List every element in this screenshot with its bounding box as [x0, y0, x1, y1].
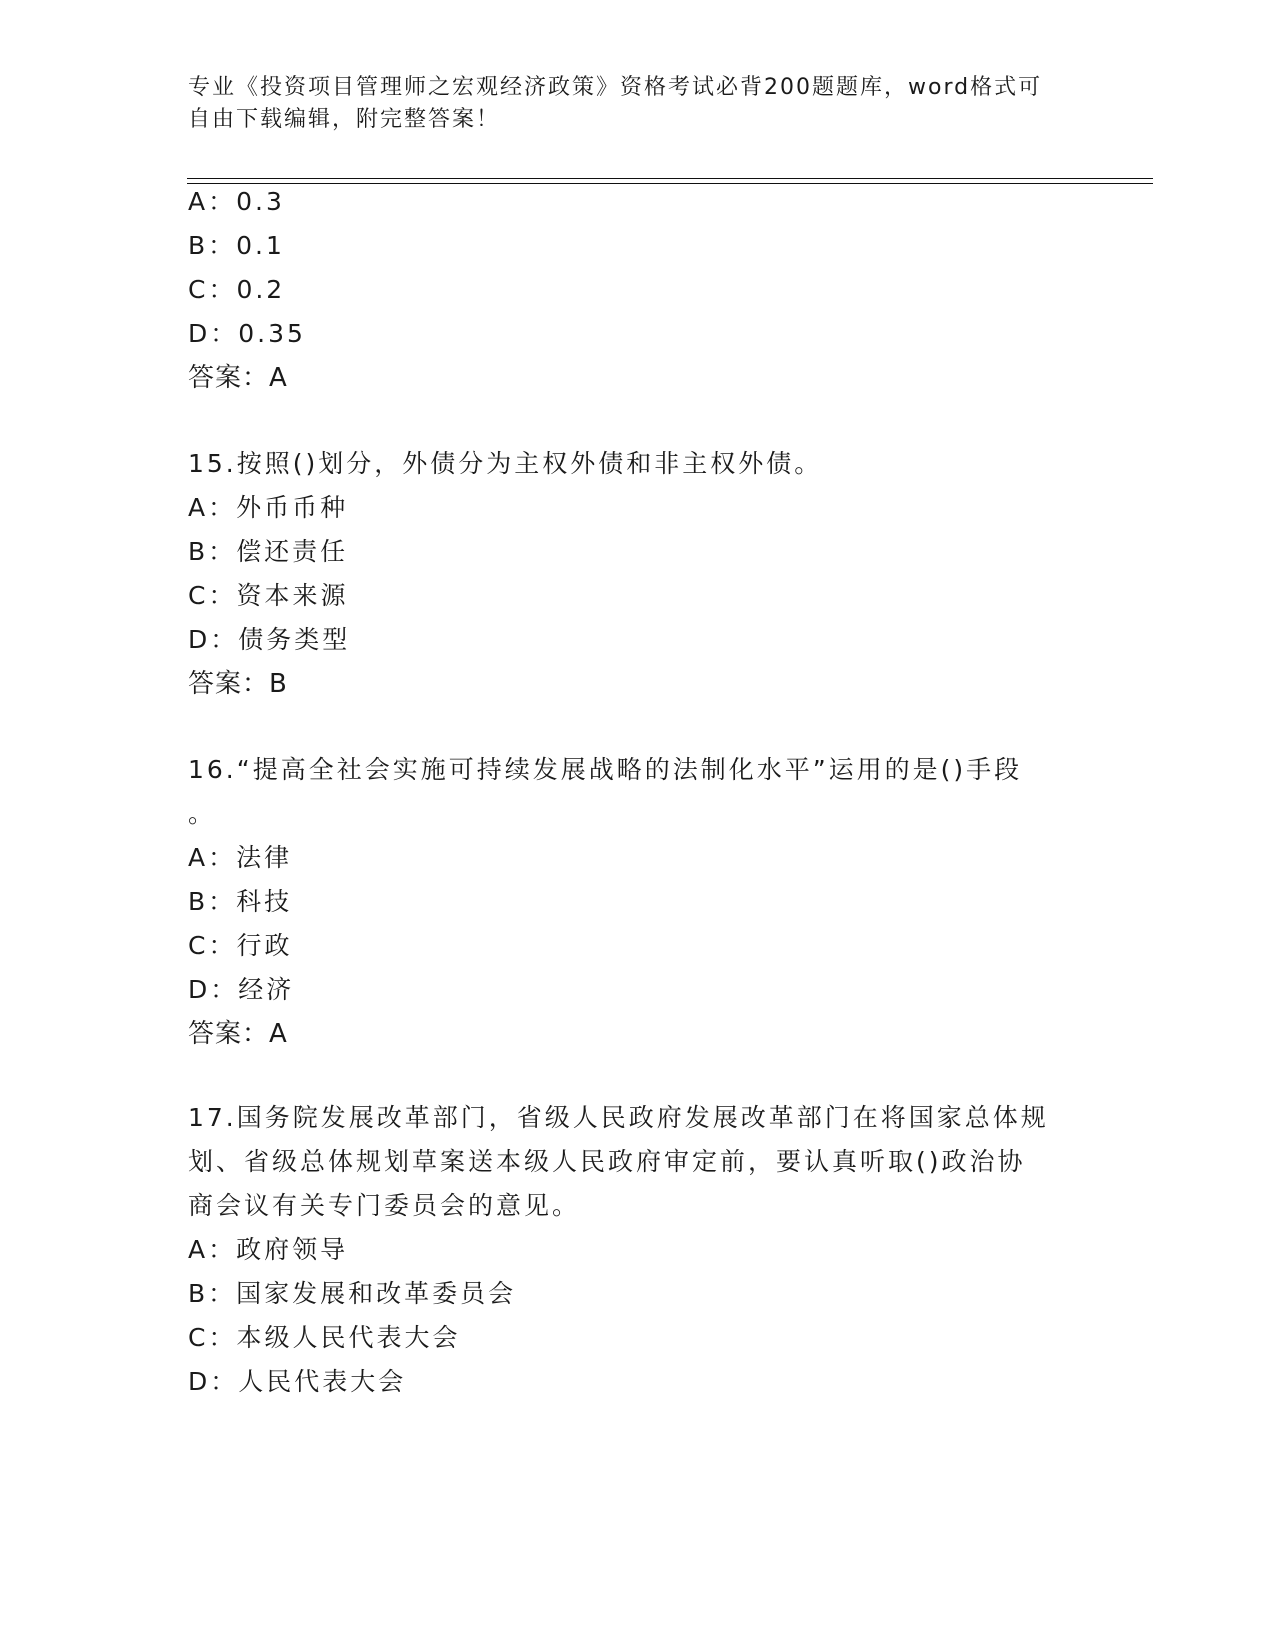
q17-option-c: C：本级人民代表大会 — [188, 1323, 461, 1352]
q17-title-line-3: 商会议有关专门委员会的意见。 — [188, 1191, 581, 1220]
header-line-2: 自由下载编辑，附完整答案！ — [188, 107, 501, 132]
q16-option-d: D：经济 — [188, 975, 295, 1004]
q14-option-a: A：0.3 — [188, 187, 285, 216]
q16-option-b: B：科技 — [188, 887, 293, 916]
q15-option-d: D：债务类型 — [188, 625, 351, 654]
header-divider-bottom — [187, 183, 1153, 184]
q14-option-b: B：0.1 — [188, 231, 285, 260]
q16-option-a: A：法律 — [188, 843, 293, 872]
q15-option-c: C：资本来源 — [188, 581, 349, 610]
q16-option-c: C：行政 — [188, 931, 293, 960]
q15-title: 15.按照()划分，外债分为主权外债和非主权外债。 — [188, 449, 823, 478]
q14-option-c: C：0.2 — [188, 275, 286, 304]
q17-option-b: B：国家发展和改革委员会 — [188, 1279, 517, 1308]
q17-option-a: A：政府领导 — [188, 1235, 349, 1264]
header-line-1: 专业《投资项目管理师之宏观经济政策》资格考试必背200题题库，word格式可 — [188, 75, 1043, 100]
q15-option-a: A：外币币种 — [188, 493, 349, 522]
q17-title-line-1: 17.国务院发展改革部门，省级人民政府发展改革部门在将国家总体规 — [188, 1103, 1049, 1132]
q15-answer: 答案：B — [188, 669, 288, 699]
q16-answer: 答案：A — [188, 1019, 288, 1049]
header-divider-top — [187, 178, 1153, 179]
q17-title-line-2: 划、省级总体规划草案送本级人民政府审定前，要认真听取()政治协 — [188, 1147, 1026, 1176]
q14-answer: 答案：A — [188, 363, 288, 393]
q15-option-b: B：偿还责任 — [188, 537, 349, 566]
q17-option-d: D：人民代表大会 — [188, 1367, 407, 1396]
q16-title-line-1: 16.“提高全社会实施可持续发展战略的法制化水平”运用的是()手段 — [188, 755, 1023, 784]
q16-title-line-2: 。 — [188, 799, 217, 828]
document-header — [188, 72, 1068, 136]
q14-option-d: D：0.35 — [188, 319, 306, 348]
